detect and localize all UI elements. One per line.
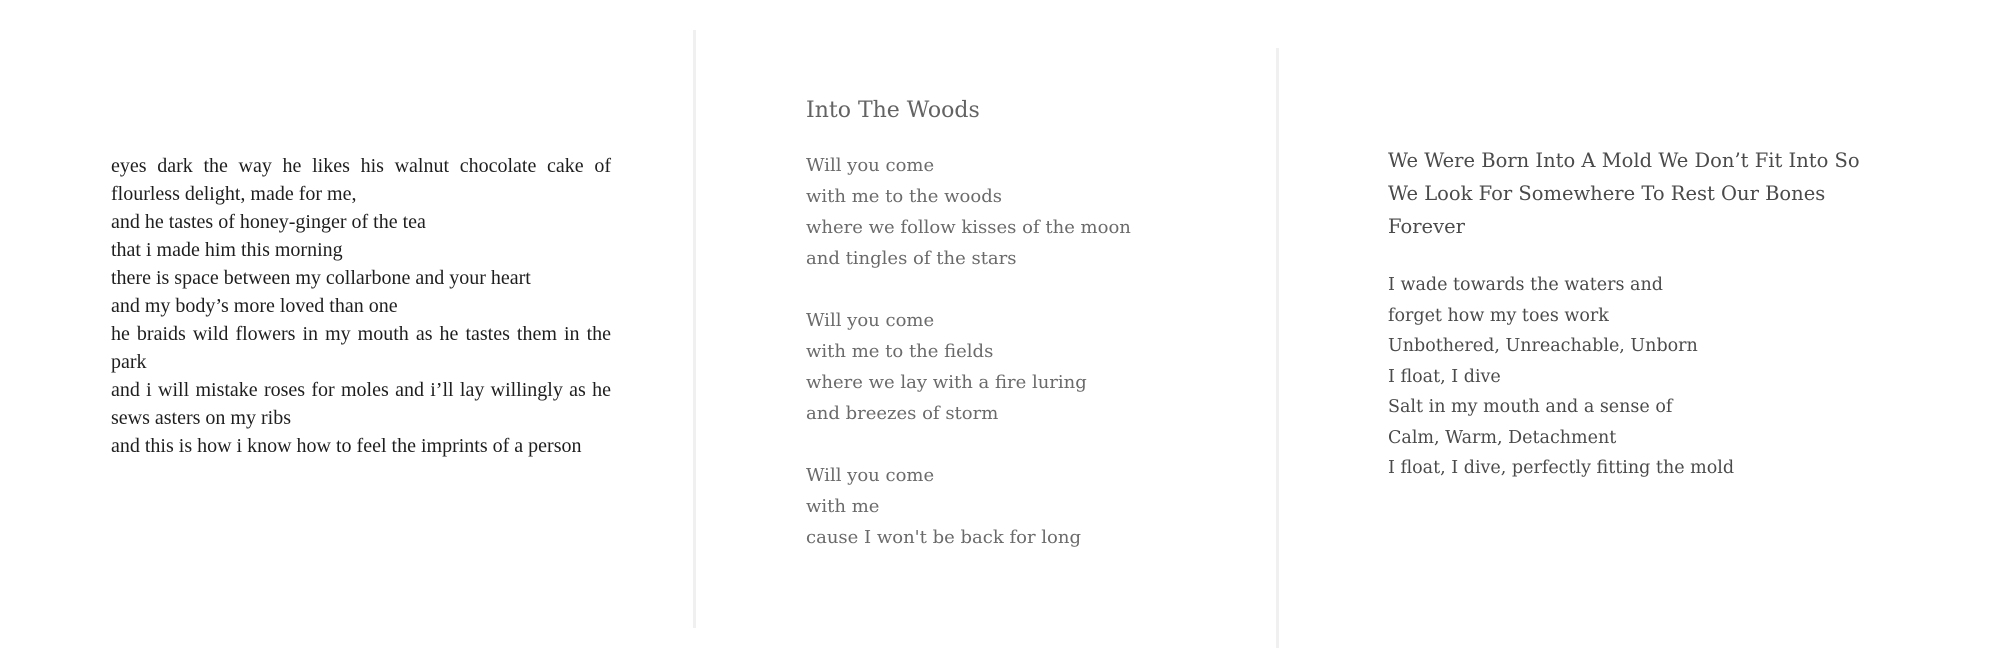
poem-stanza — [806, 460, 1206, 553]
poem-line: and he tastes of honey-ginger of the tea — [111, 211, 426, 233]
poem-left — [111, 152, 611, 460]
poem-right — [1388, 144, 1888, 484]
poem-title — [1388, 144, 1888, 243]
poem-line: where we follow kisses of the moon — [806, 217, 1131, 238]
poem-middle — [806, 94, 1206, 584]
column-divider-right — [1276, 48, 1279, 648]
poem-title: Into The Woods — [806, 98, 980, 123]
poem-line: Will you come — [806, 155, 935, 176]
poem-title-line: We Were Born Into A Mold We Don’t Fit Into So — [1388, 149, 1860, 172]
poem-line: he braids wild flowers in my mouth as he tastes them in the park — [111, 323, 611, 373]
poem-title-line: We Look For Somewhere To Rest Our Bones — [1388, 182, 1826, 205]
poem-title-line: Forever — [1388, 215, 1465, 238]
poem-line: that i made him this morning — [111, 239, 343, 261]
poem-line: and tingles of the stars — [806, 248, 1017, 269]
poem-line: cause I won't be back for long — [806, 527, 1081, 548]
poem-line: and this is how i know how to feel the imprints of a person — [111, 435, 582, 457]
poem-line: forget how my toes work — [1388, 305, 1609, 326]
poem-line: with me to the woods — [806, 186, 1002, 207]
poem-line: I float, I dive, perfectly fitting the mold — [1388, 458, 1735, 478]
poem-line: eyes dark the way he likes his walnut chocolate cake of flourless delight, made for me, — [111, 155, 611, 205]
poem-line: with me to the fields — [806, 341, 994, 362]
poem-line: with me — [806, 496, 880, 517]
poem-line: and my body’s more loved than one — [111, 295, 398, 317]
poem-line: Will you come — [806, 465, 935, 486]
poem-line: Unbothered, Unreachable, Unborn — [1388, 336, 1698, 356]
poem-line: and i will mistake roses for moles and i’ll lay willingly as he sews asters on my ribs — [111, 379, 611, 429]
poem-stanza — [806, 150, 1206, 274]
poem-stanza — [806, 305, 1206, 429]
column-divider-left — [693, 30, 696, 628]
poem-line: Calm, Warm, Detachment — [1388, 427, 1617, 448]
poem-line: where we lay with a fire luring — [806, 372, 1087, 393]
poem-line: I float, I dive — [1388, 366, 1501, 387]
poem-line: and breezes of storm — [806, 403, 999, 424]
poem-line: I wade towards the waters and — [1388, 275, 1663, 295]
poem-line: Salt in my mouth and a sense of — [1388, 397, 1673, 417]
poem-line: Will you come — [806, 310, 935, 331]
poem-line: there is space between my collarbone and your heart — [111, 267, 531, 289]
poem-body — [1388, 270, 1888, 484]
